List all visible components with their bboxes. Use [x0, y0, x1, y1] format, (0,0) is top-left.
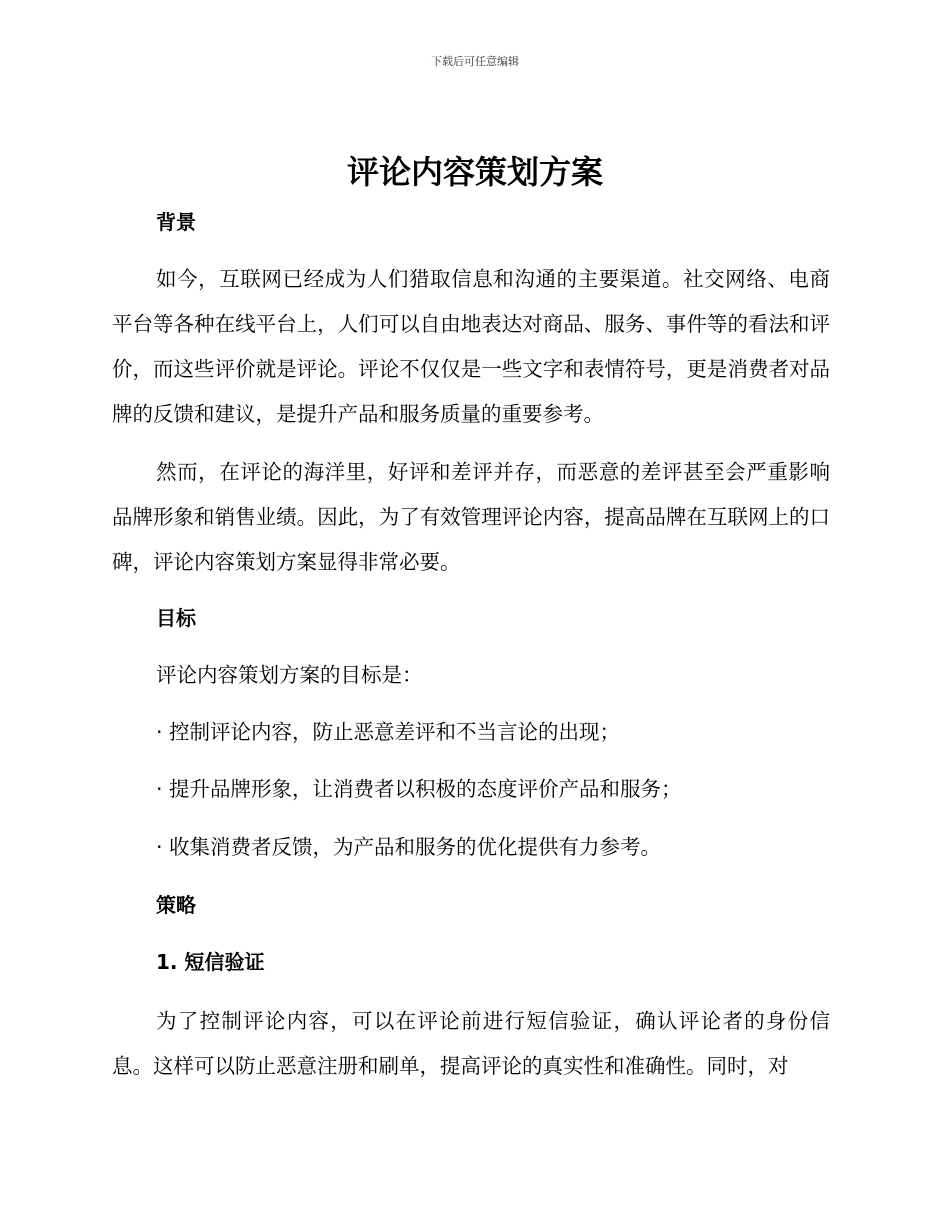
goals-list-item-2: · 提升品牌形象，让消费者以积极的态度评价产品和服务；: [156, 777, 682, 801]
background-paragraph-2: 然而，在评论的海洋里，好评和差评并存，而恶意的差评甚至会严重影响品牌形象和销售业绩。因此，为了有效管理评论内容，提高品牌在互联网上的口碑，评论内容策划方案显得非常必要。: [112, 460, 830, 574]
strategy-subheading-sms-verification: 1. 短信验证: [156, 950, 265, 974]
strategy-paragraph-1: 为了控制评论内容，可以在评论前进行短信验证，确认评论者的身份信息。这样可以防止恶意注册和刷单，提高评论的真实性和准确性。同时，对: [112, 1009, 830, 1078]
section-heading-background: 背景: [156, 210, 196, 234]
section-heading-goals: 目标: [156, 606, 196, 630]
background-paragraph-1: 如今，互联网已经成为人们猎取信息和沟通的主要渠道。社交网络、电商平台等各种在线平台上，人们可以自由地表达对商品、服务、事件等的看法和评价，而这些评价就是评论。评论不仅仅是一些文字和表情符号，更是消费者对品牌的反馈和建议，是提升产品和服务质量的重要参考。: [112, 267, 830, 426]
section-heading-strategy: 策略: [156, 893, 196, 917]
goals-list-item-3: · 收集消费者反馈，为产品和服务的优化提供有力参考。: [156, 835, 662, 859]
page-header-note: 下载后可任意编辑: [431, 55, 519, 68]
document-title: 评论内容策划方案: [346, 153, 603, 191]
goals-list-item-1: · 控制评论内容，防止恶意差评和不当言论的出现；: [156, 720, 621, 744]
goals-intro: 评论内容策划方案的目标是：: [156, 663, 423, 687]
